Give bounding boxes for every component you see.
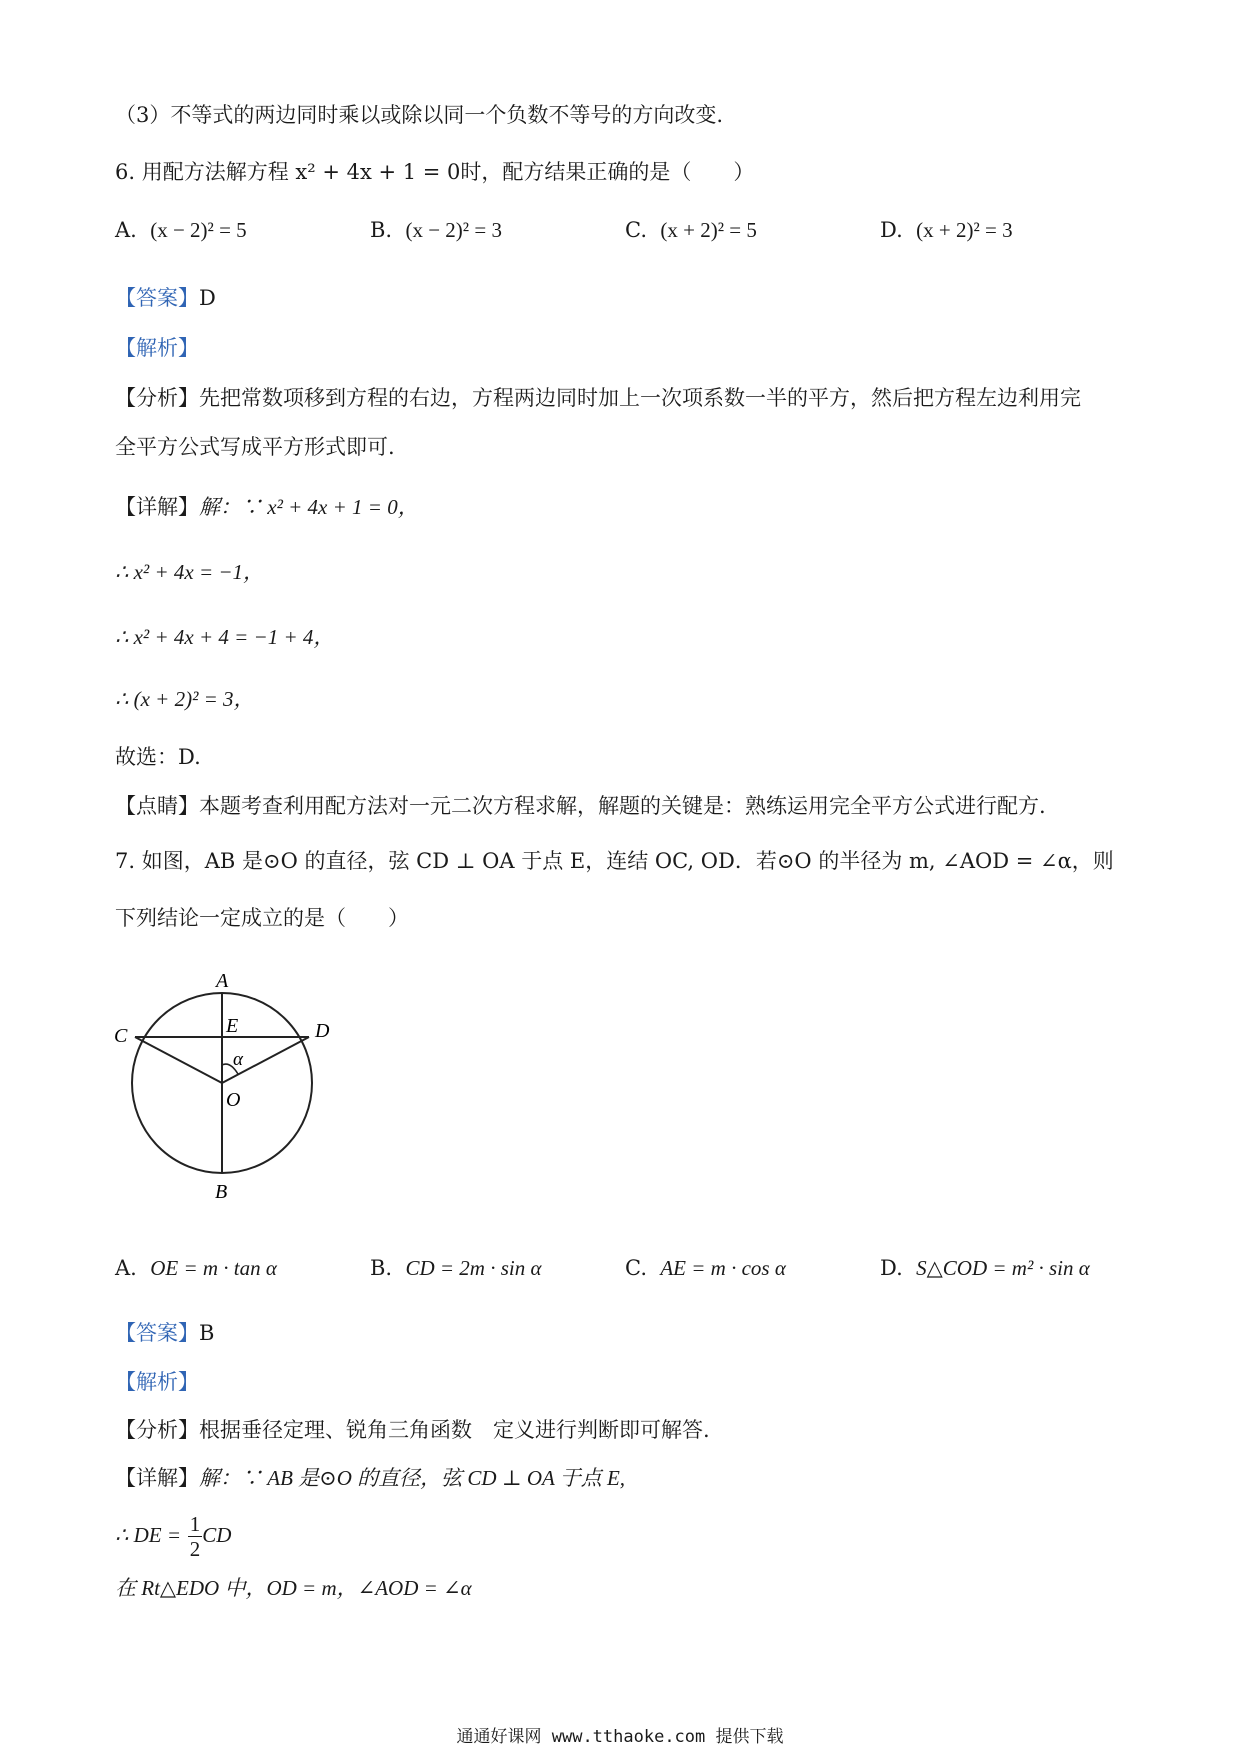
q7-answer: 【答案】B: [115, 1321, 215, 1345]
q6-step-2: ∴ x² + 4x + 4 = −1 + 4，: [115, 625, 335, 649]
circle-figure: [114, 965, 350, 1203]
q6-step-1: ∴ x² + 4x = −1，: [115, 560, 265, 584]
q7-option-a: A. OE = m · tan α: [115, 1256, 277, 1280]
q7-step-1: ∴ DE = $\frac{1}{2}$ CD: [115, 1512, 232, 1561]
q6-option-a: A. (x − 2)² = 5: [115, 218, 247, 242]
label-o: O: [226, 1089, 241, 1111]
q6-step-3: ∴ (x + 2)² = 3，: [115, 687, 255, 711]
q6-dianjing: 【点睛】本题考查利用配方法对一元二次方程求解，解题的关键是：熟练运用完全平方公式进行配方.: [115, 794, 1046, 818]
question-6: 6. 用配方法解方程 x² + 4x + 1 = 0时，配方结果正确的是（ ）: [115, 160, 755, 184]
fraction-one-half: $\frac{1}{2}$: [189, 1512, 201, 1561]
q6-answer: 【答案】D: [115, 286, 216, 310]
q6-detail: 【详解】解：∵ x² + 4x + 1 = 0，: [115, 495, 419, 519]
label-alpha: α: [233, 1049, 243, 1070]
q6-choose: 故选：D.: [115, 745, 201, 769]
q6-analysis-heading: 【解析】: [115, 336, 199, 360]
question-7-line-1: 7. 如图，AB 是⊙O 的直径，弦 CD ⊥ OA 于点 E，连结 OC, OD．若⊙O 的半径为 m, ∠AOD = ∠α，则: [115, 849, 1114, 873]
label-a: A: [216, 970, 229, 992]
q7-step-2: 在 Rt△EDO 中，OD = m，∠AOD = ∠α: [115, 1576, 472, 1600]
label-e: E: [226, 1015, 239, 1037]
q7-option-c: C. AE = m · cos α: [625, 1256, 786, 1280]
label-d: D: [315, 1020, 330, 1042]
q7-detail: 【详解】解：∵ AB 是⊙O 的直径，弦 CD ⊥ OA 于点 E,: [115, 1466, 626, 1490]
q7-analysis-heading: 【解析】: [115, 1370, 199, 1394]
label-b: B: [215, 1181, 228, 1203]
q7-option-d: D. S△COD = m² · sin α: [880, 1256, 1090, 1280]
q6-option-d: D. (x + 2)² = 3: [880, 218, 1013, 242]
q6-option-c: C. (x + 2)² = 5: [625, 218, 757, 242]
question-7-line-2: 下列结论一定成立的是（ ）: [115, 906, 409, 930]
q7-option-b: B. CD = 2m · sin α: [370, 1256, 542, 1280]
segment-oc: [135, 1037, 222, 1083]
page-footer: 通通好课网 www.tthaoke.com 提供下载: [456, 1727, 784, 1747]
label-c: C: [114, 1025, 128, 1047]
q7-fenxi: 【分析】根据垂径定理、锐角三角函数 定义进行判断即可解答.: [115, 1418, 710, 1442]
q6-fenxi-2: 全平方公式写成平方形式即可.: [115, 435, 395, 459]
q6-option-b: B. (x − 2)² = 3: [370, 218, 502, 242]
inequality-rule-3: （3）不等式的两边同时乘以或除以同一个负数不等号的方向改变.: [115, 103, 724, 127]
q6-fenxi-1: 【分析】先把常数项移到方程的右边，方程两边同时加上一次项系数一半的平方，然后把方程左边利用完: [115, 386, 1081, 410]
